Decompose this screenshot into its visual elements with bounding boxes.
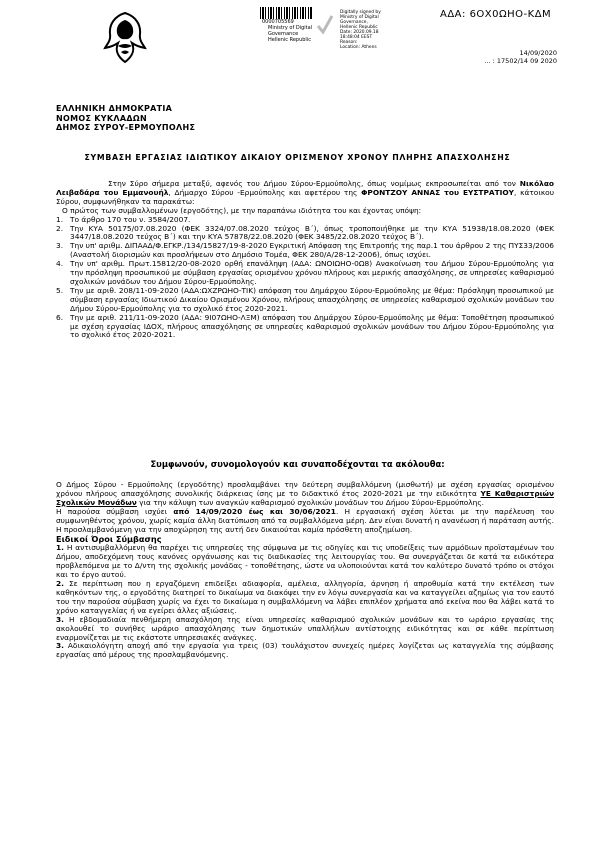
- list-item: 1. Το άρθρο 170 του ν. 3584/2007.: [56, 214, 191, 224]
- authority-prefecture: ΝΟΜΟΣ ΚΥΚΛΑΔΩΝ: [56, 113, 147, 123]
- main-body: [56, 481, 554, 660]
- intro-paragraph: Στην Σύρο σήμερα μεταξύ, αφενός του Δήμου Σύρου-Ερμούπολης, όπως νομίμως εκπροσωπείται από τον Νικόλαο Λειβαδάρα του Εμμανουήλ, Δήμαρχο Σύρου -Ερμούπολης και αφετέρου της ΦΡΟΝΤΖΟΥ ΑΝΝΑΣ του ΕΥΣΤΡΑΤΙΟΥ, κάτοικου Σύρου, συμφωνήθηκαν τα παρακάτω:: [56, 179, 554, 206]
- list-item: 6. Την με αριθ. 211/11-09-2020 (ΑΔΑ: 9Ι07ΩΗΟ-ΛΞΜ) απόφαση του Δημάρχου Σύρου-Ερμούπολης με θέμα: Τοποθέτηση προσωπικού με σχέση εργασίας ΙΔΟΧ, πλήρους απασχόλησης σε υπηρεσίες καθαρισμού σχολικών μονάδων του Δήμου Σύρου-Ερμούπολης για το σχολικό έτος 2020-2021.: [56, 312, 554, 340]
- list-item: 5. Την με αριθ. 208/11-09-2020 (ΑΔΑ:ΩΧΖΡΩΗΟ-ΤΙΚ) απόφαση του Δημάρχου Σύρου-Ερμούπολης με θέμα: Πρόσληψη προσωπικού με σύμβαση εργασίας Ιδιωτικού Δικαίου Ορισμένου Χρόνου, πλήρους απασχόλησης σε υπηρεσίες καθαρισμού σχολικών μονάδων του Δήμου Σύρου-Ερμούπολης για το σχολικό έτος 2020-2021.: [56, 285, 554, 313]
- term-item: 2. Σε περίπτωση που η εργαζόμενη επιδείξει αδιαφορία, αμέλεια, αλληγορία, άρνηση ή απροθυμία κατά την εκτέλεση των καθηκόντων της, ο εργοδότης διατηρεί το δικαίωμα να διακόψει την εν λόγω συνεργασία και να καταγγείλει αζημίως για τον εαυτό του την παρούσα σύμβαση χωρίς να έχει το δικαίωμα η συμβαλλόμενη να λάβει επιπλέον χρήματα από εκείνα που θα λάβει κατά το χρόνο καταγγελίας ή να εγείρει άλλες αξιώσεις.: [56, 579, 554, 615]
- hire-paragraph: Ο Δήμος Σύρου - Ερμούπολης (εργοδότης) προσλαμβάνει την δεύτερη συμβαλλόμενη (μισθωτή) με σχέση εργασίας ορισμένου χρόνου πλήρους απασχόλησης συνολικής διάρκειας ίσης με το διδακτικό έτος 2020-2021 με την ειδικότητα ΥΕ Καθαριστριών Σχολικών Μονάδων για την κάλυψη των αναγκών καθαρισμού σχολικών μονάδων του Δήμου Σύρου-Ερμούπολης.: [56, 480, 554, 507]
- term-item: 1. Η αντισυμβαλλόμενη θα παρέχει τις υπηρεσίες της σύμφωνα με τις οδηγίες και τις υποδείξεις των αρμόδιων προϊσταμένων του Δήμου, αποδεχόμενη τους κανόνες οργάνωσης και τις διαδικασίες της λειτουργίας του. Θα συνεργάζεται δε κατά τα ειδικότερα προβλεπόμενα με το Δ/ντη της σχολικής μονάδας - τοποθέτησης, ώστε να υλοποιούνται κατά τον καλύτερο δυνατό τρόπο οι στόχοι και το έργο αυτού.: [56, 543, 554, 580]
- term-item: 3. Αδικαιολόγητη αποχή από την εργασία για τρεις (03) τουλάχιστον συνεχείς ημέρες λογίζεται ως καταγγελία της σύμβασης εργασίας από μέρους της προσλαμβανόμενης.: [56, 641, 554, 660]
- authority-country: ΕΛΛΗΝΙΚΗ ΔΗΜΟΚΡΑΤΙΑ: [56, 104, 173, 113]
- specialty: ΥΕ Καθαριστριών Σχολικών Μονάδων: [56, 488, 554, 507]
- hellenic-republic-emblem-icon: [101, 10, 149, 66]
- authority-block: [56, 104, 195, 133]
- document-date: 14/09/2020: [519, 49, 557, 57]
- ada-code: ΑΔΑ: 6ΟΧ0ΩΗΟ-ΚΔΜ: [440, 9, 552, 20]
- intro-section: [56, 180, 554, 340]
- signature-check-icon: [315, 10, 335, 40]
- terms-heading: Ειδικοί Όροι Σύμβασης: [56, 534, 162, 545]
- list-item: 2. Την ΚΥΑ 50175/07.08.2020 (ΦΕΚ 3324/07.08.2020 τεύχος Β΄), όπως τροποποιήθηκε με την ΚΥΑ 51938/18.08.2020 (ΦΕΚ 3447/18.08.2020 τεύχος Β΄) και την ΚΥΑ 57878/22.08.2020 (ΦΕΚ 3485/22.08.2020 τεύχος Β΄).: [56, 223, 554, 242]
- signature-block-right: Digitally signed by Ministry of Digital Governance, Hellenic Republic Date: 2020.09.18 18:48:04 EEST Reason: Location: Athens: [340, 10, 381, 50]
- validity-paragraph: Η παρούσα σύμβαση ισχύει από 14/09/2020 έως και 30/06/2021. Η εργασιακή σχέση λύεται με την παρέλευση του συμφωνηθέντος χρόνου, χωρίς καμία άλλη διατύπωση από τα συμβαλλόμενα μέρη. Δεν είναι δυνατή η ανανέωση ή παράταση αυτής. Η προσλαμβανόμενη για την αποχώρηση της αυτή δεν δικαιούται καμία πρόσθετη αποζημίωση.: [56, 506, 554, 534]
- considerations-list: [56, 216, 554, 341]
- signature-block-left: Ministry of Digital Governance Hellenic Republic: [268, 25, 313, 43]
- term-item: 3. Η εβδομαδιαία πενθήμερη απασχόληση της είναι υπηρεσίες καθαρισμού σχολικών μονάδων και το ωράριο εργασίας της ακολουθεί το συνήθες ωράριο απασχόλησης των δημοτικών υπαλλήλων αντίστοιχης ειδικότητας και σε κάθε περίπτωση εναρμονίζεται με τις εκάστοτε υπηρεσιακές ανάγκες.: [56, 614, 554, 642]
- mayor-name: Νικόλαο Λειβαδάρα του Εμμανουήλ: [56, 179, 554, 197]
- agreement-heading: Συμφωνούν, συνομολογούν και συναποδέχονται τα ακόλουθα:: [150, 459, 445, 469]
- employee-name: ΦΡΟΝΤΖΟΥ ΑΝΝΑΣ του ΕΥΣΤΡΑΤΙΟΥ: [361, 187, 515, 197]
- protocol-number: ... : 17502/14 09 2020: [484, 57, 557, 65]
- barcode-number: 0000705569: [262, 19, 294, 25]
- intro-considering: Ο πρώτος των συμβαλλομένων (εργοδότης), με την παραπάνω ιδιότητα του και έχοντας υπόψη:: [62, 205, 422, 215]
- contract-dates: από 14/09/2020 έως και 30/06/2021: [173, 506, 336, 516]
- list-item: 4. Την υπ' αριθμ. Πρωτ.15812/20-08-2020 ορθή επανάληψη (ΑΔΑ: ΩΝΟΙΩΗΟ-0Ω8) Ανακοίνωση του Δήμου Σύρου-Ερμούπολης για την πρόσληψη προσωπικού με σύμβαση εργασίας ορισμένου χρόνου πλήρους και μερικής απασχόλησης, σε υπηρεσίες καθαρισμού σχολικών μονάδων του Δήμου Σύρου-Ερμούπολης.: [56, 259, 554, 286]
- list-item: 3. Την υπ' αριθμ. ΔΙΠΑΑΔ/Φ.ΕΓΚΡ./134/15827/19-8-2020 Εγκριτική Απόφαση της Επιτροπής της παρ.1 του άρθρου 2 της ΠΥΣ33/2006 (Αναστολή διορισμών και προσλήψεων στο Δημόσιο Τομέα, ΦΕΚ 280/Α/28-12-2006), όπως ισχύει.: [56, 241, 554, 260]
- barcode-icon: [260, 7, 312, 19]
- authority-municipality: ΔΗΜΟΣ ΣΥΡΟΥ-ΕΡΜΟΥΠΟΛΗΣ: [56, 123, 196, 133]
- page-title: ΣΥΜΒΑΣΗ ΕΡΓΑΣΙΑΣ ΙΔΙΩΤΙΚΟΥ ΔΙΚΑΙΟΥ ΟΡΙΣΜΕΝΟΥ ΧΡΟΝΟΥ ΠΛΗΡΗΣ ΑΠΑΣΧΟΛΗΣΗΣ: [84, 153, 511, 162]
